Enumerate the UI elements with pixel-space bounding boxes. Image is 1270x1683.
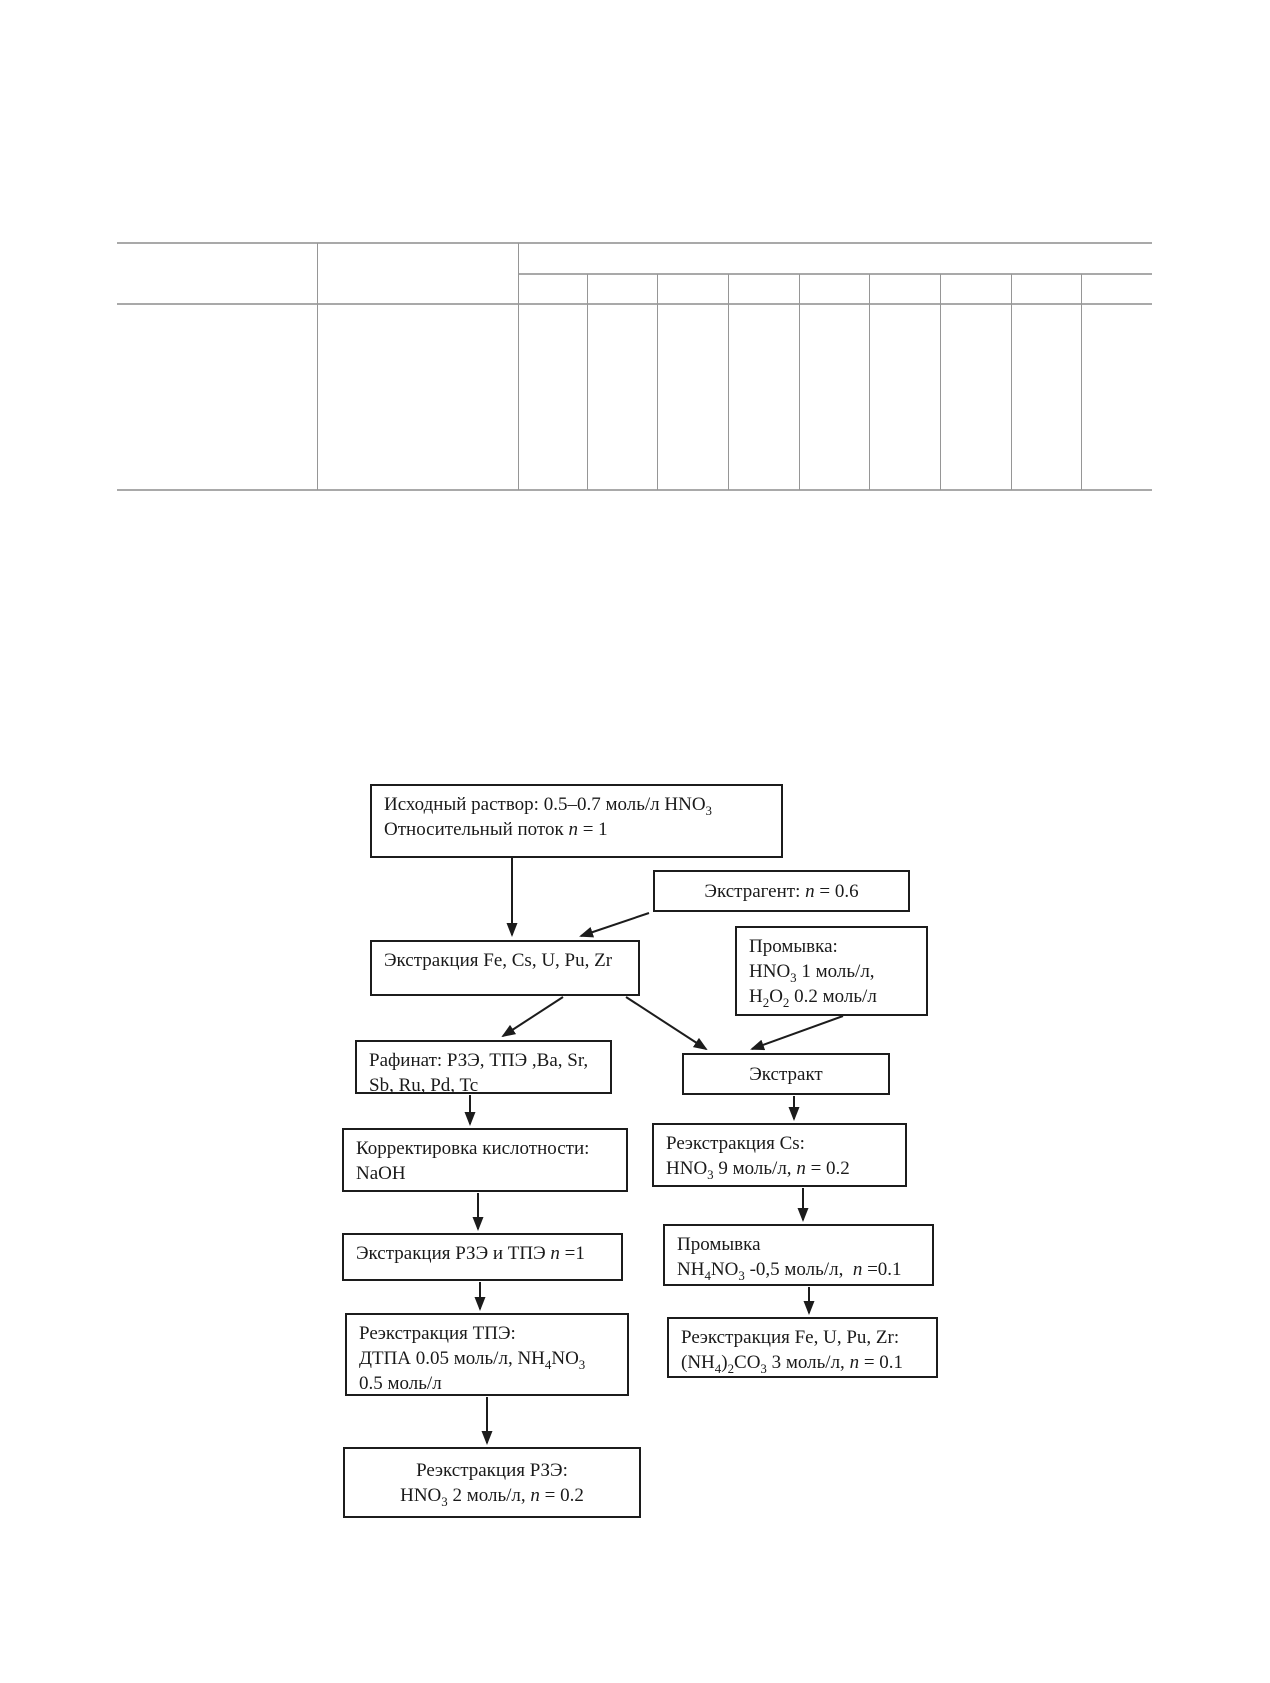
flow-box-source-solution — [370, 784, 783, 858]
flow-box-text-line: $NH_4NO_3$ -0,5 моль/л, n =0.1 — [677, 1259, 902, 1283]
flow-box-tpe-stripping — [345, 1313, 629, 1396]
flow-box-text-line: $HNO_3$ 9 моль/л, n = 0.2 — [666, 1158, 850, 1182]
flow-box-text-line: Относительный поток n = 1 — [384, 819, 608, 840]
flow-box-extractant — [653, 870, 910, 912]
flow-box-ree-stripping — [343, 1447, 641, 1518]
flow-box-text-line: Реэкстракция ТПЭ: — [359, 1323, 516, 1344]
flow-box-extract — [682, 1053, 890, 1095]
flow-box-text-line: Исходный раствор: 0.5–0.7 моль/л $HNO_3$ — [384, 794, 712, 818]
flow-box-text-line: NaOH — [356, 1163, 406, 1184]
flow-box-text-line: Корректировка кислотности: — [356, 1138, 590, 1159]
flow-box-ree-tpe-extraction — [342, 1233, 623, 1281]
flow-box-text-line: 0.5 моль/л — [359, 1373, 442, 1394]
flow-box-text-line: Реэкстракция Cs: — [666, 1133, 805, 1154]
flow-box-extraction-fe-cs-u-pu-zr — [370, 940, 640, 996]
flow-box-acidity-correction — [342, 1128, 628, 1192]
flow-box-text-line: ДТПА 0.05 моль/л, $NH_4NO_3$ — [359, 1348, 586, 1372]
flow-box-text-line: Экстракция РЗЭ и ТПЭ n =1 — [356, 1243, 585, 1264]
flow-box-cs-stripping — [652, 1123, 907, 1187]
flow-box-text-line: $HNO_3$ 2 моль/л, n = 0.2 — [400, 1484, 584, 1509]
flow-arrow-washing-hno3-to-extract — [752, 1016, 843, 1049]
flow-box-raffinate — [355, 1040, 612, 1094]
flow-box-text-line: Промывка — [677, 1234, 761, 1255]
flow-box-text-line: Реэкстракция РЗЭ: — [416, 1459, 568, 1481]
flow-box-text-line: Рафинат: РЗЭ, ТПЭ ,Ba, Sr, — [369, 1050, 589, 1071]
flow-box-text-line: Экстракция Fe, Cs, U, Pu, Zr — [384, 950, 613, 971]
flow-box-text-line: $H_2O_2$ 0.2 моль/л — [749, 986, 877, 1010]
flow-box-text-line: Реэкстракция Fe, U, Pu, Zr: — [681, 1327, 900, 1348]
flow-box-text-line: $HNO_3$ 1 моль/л, — [749, 961, 875, 985]
flow-box-text-line: Экстрагент: n = 0.6 — [704, 880, 859, 902]
flow-arrow-extraction-fe-cs-u-pu-zr-to-raffinate — [503, 997, 563, 1036]
flow-box-washing-hno3 — [735, 926, 928, 1016]
flow-box-fe-u-pu-zr-stripping — [667, 1317, 938, 1378]
flow-box-text-line: Sb, Ru, Pd, Tc — [369, 1075, 479, 1096]
flow-box-text-line: Экстракт — [749, 1063, 823, 1085]
flow-box-washing-nh4no3 — [663, 1224, 934, 1286]
flow-arrow-extraction-fe-cs-u-pu-zr-to-extract — [626, 997, 706, 1049]
flow-arrow-extractant-to-extraction-fe-cs-u-pu-zr — [581, 913, 649, 936]
flow-box-text-line: $(NH_4)_2CO_3$ 3 моль/л, n = 0.1 — [681, 1352, 904, 1376]
flow-box-text-line: Промывка: — [749, 936, 838, 957]
